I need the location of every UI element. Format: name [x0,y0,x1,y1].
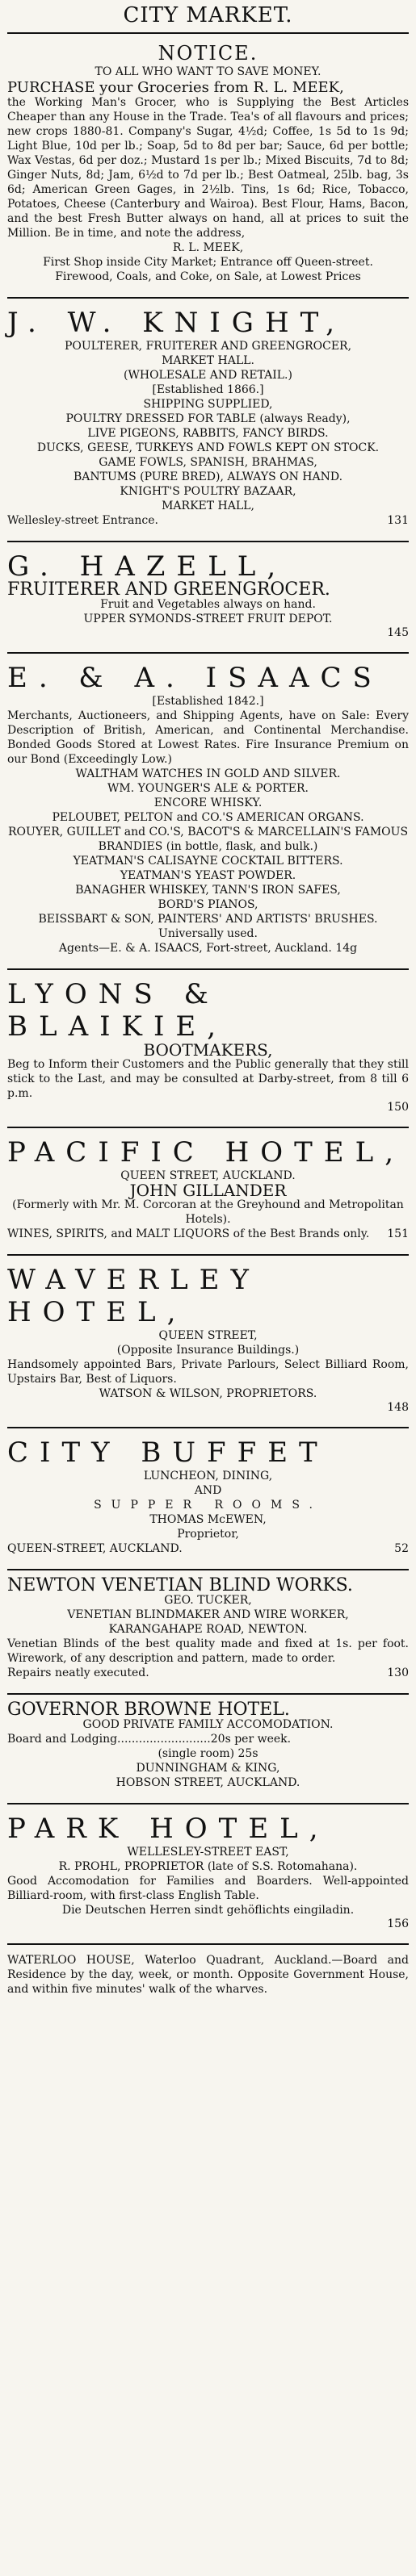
buffet-line2: AND [194,1484,222,1497]
isaacs-line4: PELOUBET, PELTON and CO.'S AMERICAN ORGANS. [52,811,364,824]
notice-ad [7,42,409,292]
waterloo-ad [7,1953,409,2005]
buffet-ad [7,1436,409,1564]
divider [7,1427,409,1428]
park-subtitle: WELLESLEY-STREET EAST, [127,1846,289,1859]
park-ad [7,1813,409,1938]
notice-body: the Working Man's Grocer, who is Supplying the Best Articles Cheaper than any House in the Trade. Tea's of all flavours and prices; new crops 1880-81. Company's Sugar, 4½d; Coffee, 1s 5d to 1s 9d; Light Blue, 10d per lb.; Soap, 5d to 8d per bar; Sauce, 6d per bottle; Wax Vestas, 6d per doz.; Mustard 1s per lb.; Mixed Biscuits, 7d to 8d; Ginger Nuts, 8d; Jam, 6½d to 7d per lb.; Best Oatmeal, 25lb. bag, 3s 6d; American Green Gages, in 2½lb. Tins, 1s 6d; Rice, Tobacco, Potatoes, Cheese (Canterbury and Wairoa). Best Flour, Hams, Bacon, and the best Fresh Butter always on hand, all at prices to suit the Million. Be in time, and note the address, [7,96,409,240]
lyons-subtitle: BOOTMAKERS, [143,1040,273,1060]
newton-title: NEWTON VENETIAN BLIND WORKS. [7,1575,353,1595]
divider [7,1803,409,1804]
park-body: Good Accomodation for Families and Boarders. Well-appointed Billiard-room, with first-class English Table. [7,1875,409,1902]
isaacs-line5: ROUYER, GUILLET and CO.'S, BACOT'S & MARCELLAIN'S FAMOUS BRANDIES (in bottle, flask, and bulk.) [7,826,409,853]
newton-address: KARANGAHAPE ROAD, NEWTON. [108,1623,308,1636]
knight-line9: Wellesley-street Entrance. [7,514,159,527]
buffet-title: CITY BUFFET [7,1436,329,1469]
knight-established: [Established 1866.] [152,383,264,396]
notice-name: R. L. MEEK, [172,241,244,254]
newton-ad [7,1575,409,1688]
knight-line8: MARKET HALL, [162,500,254,512]
waverley-proprietors: WATSON & WILSON, PROPRIETORS. [99,1387,317,1400]
park-number: 156 [387,1917,409,1930]
park-line2: Die Deutschen Herren sindt gehöflichts eingiladin. [61,1904,355,1917]
knight-title: J. W. KNIGHT, [7,307,347,339]
isaacs-line7: YEATMAN'S YEAST POWDER. [120,869,296,882]
governor-subtitle: GOOD PRIVATE FAMILY ACCOMODATION. [82,1718,334,1731]
park-title: PARK HOTEL, [7,1813,330,1845]
pacific-former: (Formerly with Mr. M. Corcoran at the Greyhound and Metropolitan Hotels). [12,1198,404,1226]
knight-ad [7,307,409,536]
knight-line9-row [7,513,409,528]
governor-ad [7,1700,409,1798]
lyons-body: Beg to Inform their Customers and the Public generally that they still stick to the Last, and may be consulted at Darby-street, from 8 till 6 p.m. [7,1058,409,1100]
pacific-line1: WINES, SPIRITS, and MALT LIQUORS of the Best Brands only. [7,1227,370,1240]
pacific-owner: JOHN GILLANDER [129,1181,287,1200]
knight-line2: POULTRY DRESSED FOR TABLE (always Ready), [65,412,351,425]
pacific-line1-row [7,1227,409,1241]
knight-line3: LIVE PIGEONS, RABBITS, FANCY BIRDS. [87,427,329,440]
isaacs-line8: BANAGHER WHISKEY, TANN'S IRON SAFES, [75,884,341,897]
knight-line4: DUCKS, GEESE, TURKEYS AND FOWLS KEPT ON STOCK. [36,441,380,454]
divider [7,1569,409,1570]
pacific-ad [7,1136,409,1249]
hazell-title: G. HAZELL, [7,550,288,583]
knight-line1: SHIPPING SUPPLIED, [143,398,273,411]
waverley-number: 148 [387,1401,409,1414]
park-owner: R. PROHL, PROPRIETOR (late of S.S. Rotomahana). [58,1860,358,1873]
waverley-body: Handsomely appointed Bars, Private Parlours, Select Billiard Room, Upstairs Bar, Best of Liquors. [7,1358,409,1386]
pacific-title: PACIFIC HOTEL, [7,1136,405,1169]
isaacs-established: [Established 1842.] [152,695,264,708]
knight-location: MARKET HALL. [162,354,254,367]
hazell-line2: UPPER SYMONDS-STREET FRUIT DEPOT. [83,613,333,625]
waverley-title: WAVERLEY HOTEL, [7,1264,260,1328]
isaacs-line10: BEISSBART & SON, PAINTERS' AND ARTISTS' BRUSHES. Universally used. [38,913,378,940]
buffet-role: Proprietor, [177,1528,239,1541]
isaacs-line6: YEATMAN'S CALISAYNE COCKTAIL BITTERS. [73,855,343,868]
notice-address: First Shop inside City Market; Entrance off Queen-street. [43,256,373,269]
waverley-note: (Opposite Insurance Buildings.) [116,1344,300,1357]
knight-subtitle: POULTERER, FRUITERER AND GREENGROCER, [64,340,352,353]
lyons-title: LYONS & BLAIKIE, [7,978,228,1043]
waterloo-body: WATERLOO HOUSE, Waterloo Quadrant, Auckland.—Board and Residence by the day, week, or month. Opposite Government House, and within five minutes' walk of the wharves. [7,1954,409,1996]
governor-address: HOBSON STREET, AUCKLAND. [116,1776,300,1789]
isaacs-agents: Agents—E. & A. ISAACS, Fort-street, Auckland. 14g [58,942,358,955]
newton-repairs: Repairs neatly executed. [7,1666,149,1679]
hazell-subtitle: FRUITERER AND GREENGROCER. [7,579,330,600]
divider [7,541,409,542]
divider [7,32,409,34]
knight-line6: BANTUMS (PURE BRED), ALWAYS ON HAND. [73,470,343,483]
waverley-ad [7,1264,409,1422]
newton-owner: GEO. TUCKER, [164,1594,252,1607]
lyons-ad [7,978,409,1122]
buffet-line1: LUNCHEON, DINING, [143,1470,273,1482]
buffet-number: 52 [394,1542,409,1555]
newton-role: VENETIAN BLINDMAKER AND WIRE WORKER, [67,1608,349,1621]
knight-line7: KNIGHT'S POULTRY BAZAAR, [120,485,296,498]
buffet-address: QUEEN-STREET, AUCKLAND. [7,1542,183,1555]
page-header: CITY MARKET. [123,3,293,27]
buffet-address-row [7,1541,409,1556]
divider [7,652,409,654]
newton-repairs-row [7,1666,409,1680]
governor-line2: (single room) 25s [158,1747,258,1760]
newton-number: 130 [387,1666,409,1679]
knight-type: (WHOLESALE AND RETAIL.) [124,369,292,382]
divider [7,297,409,299]
governor-title: GOVERNOR BROWNE HOTEL. [7,1700,290,1720]
notice-subhead: PURCHASE your Groceries from R. L. MEEK, [7,79,344,96]
divider [7,1127,409,1128]
divider [7,1943,409,1945]
divider [7,1693,409,1695]
divider [7,968,409,970]
isaacs-line1: WALTHAM WATCHES IN GOLD AND SILVER. [75,767,341,780]
hazell-number: 145 [387,626,409,639]
newton-body: Venetian Blinds of the best quality made and fixed at 1s. per foot. Wirework, of any description and pattern, made to order. [7,1637,409,1665]
hazell-ad [7,550,409,647]
hazell-line1: Fruit and Vegetables always on hand. [100,598,316,611]
newspaper-column [7,0,409,2005]
isaacs-line9: BORD'S PIANOS, [158,898,258,911]
isaacs-line3: ENCORE WHISKY. [153,797,263,809]
governor-owner: DUNNINGHAM & KING, [136,1762,280,1775]
divider [7,1254,409,1256]
notice-footer: Firewood, Coals, and Coke, on Sale, at Lowest Prices [55,270,361,283]
notice-headline: TO ALL WHO WANT TO SAVE MONEY. [95,65,321,78]
isaacs-body: Merchants, Auctioneers, and Shipping Agents, have on Sale: Every Description of British, American, and Continental Merchandise. Bonded Goods Stored at Lowest Rates. Fire Insurance Premium on our Bond (Exceedingly Low.) [7,709,409,766]
isaacs-ad [7,662,409,964]
lyons-number: 150 [387,1101,409,1114]
waverley-subtitle: QUEEN STREET, [158,1329,258,1342]
governor-line1: Board and Lodging..........................20s per week. [7,1733,292,1746]
pacific-subtitle: QUEEN STREET, AUCKLAND. [120,1169,296,1182]
isaacs-line2: WM. YOUNGER'S ALE & PORTER. [107,782,309,795]
buffet-owner: THOMAS McEWEN, [149,1513,267,1526]
knight-line5: GAME FOWLS, SPANISH, BRAHMAS, [99,456,317,469]
buffet-line3: SUPPER ROOMS. [94,1499,322,1512]
pacific-number: 151 [387,1227,409,1240]
isaacs-title: E. & A. ISAACS [7,662,383,694]
notice-title: NOTICE. [158,42,258,65]
knight-number: 131 [387,514,409,527]
